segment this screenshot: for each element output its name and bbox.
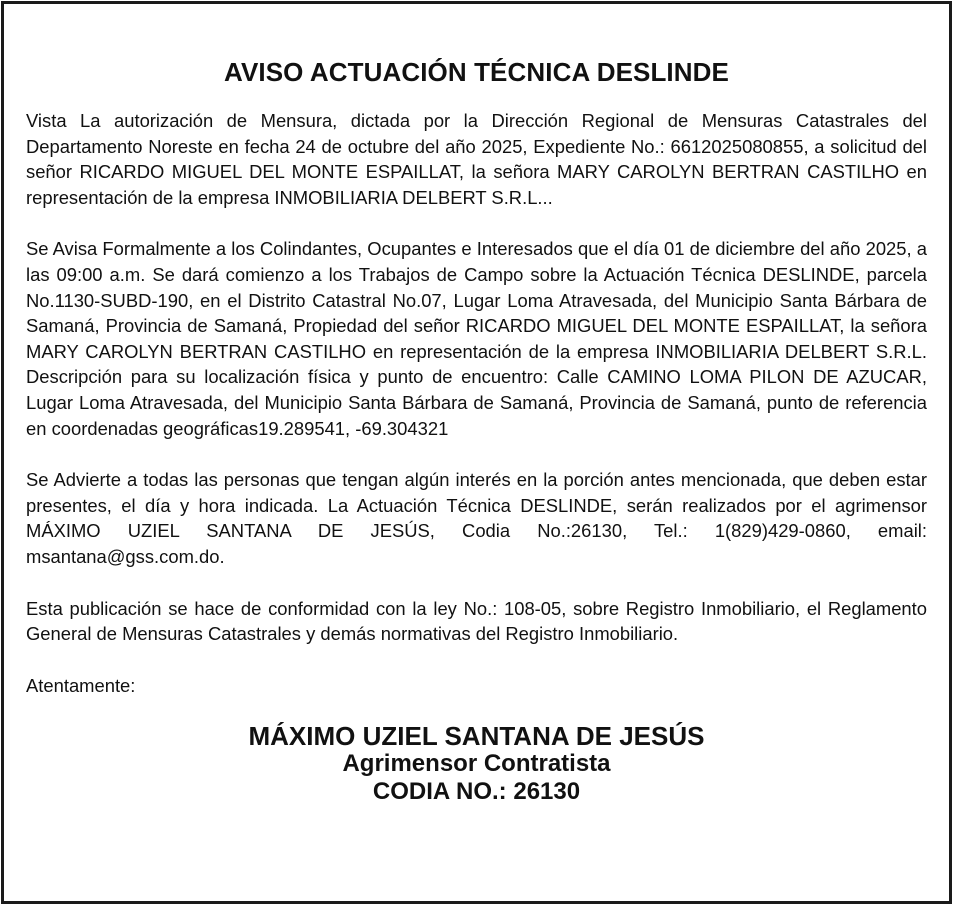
- signature-role: Agrimensor Contratista: [342, 750, 611, 778]
- paragraph-formal-notice: Se Avisa Formalmente a los Colindantes, Ocupantes e Interesados que el día 01 de diciembre del año 2025, a las 09:00 a.m. Se dará comienzo a los Trabajos de Campo sobre la Actuación Técnica DESLINDE, parcela No.1130-SUBD-190, en el Distrito Catastral No.07, Lugar Loma Atravesada, del Municipio Santa Bárbara de Samaná, Provincia de Samaná, Propiedad del señor RICARDO MIGUEL DEL MONTE ESPAILLAT, la señora MARY CAROLYN BERTRAN CASTILHO en representación de la empresa INMOBILIARIA DELBERT S.R.L. Descripción para su localización física y punto de encuentro: Calle CAMINO LOMA PILON DE AZUCAR, Lugar Loma Atravesada, del Municipio Santa Bárbara de Samaná, Provincia de Samaná, punto de referencia en coordenadas geográficas19.289541, -69.304321: [26, 238, 927, 439]
- notice-content: [26, 56, 927, 806]
- paragraph-legal-basis: Esta publicación se hace de conformidad con la ley No.: 108-05, sobre Registro Inmobiliario, el Reglamento General de Mensuras Catastrales y demás normativas del Registro Inmobiliario.: [26, 597, 927, 645]
- signature-name: MÁXIMO UZIEL SANTANA DE JESÚS: [248, 721, 705, 752]
- notice-frame: [1, 1, 952, 904]
- paragraph-authorization: Vista La autorización de Mensura, dictada por la Dirección Regional de Mensuras Catastrales del Departamento Noreste en fecha 24 de octubre del año 2025, Expediente No.: 6612025080855, a solicitud del señor RICARDO MIGUEL DEL MONTE ESPAILLAT, la señora MARY CAROLYN BERTRAN CASTILHO en representación de la empresa INMOBILIARIA DELBERT S.R.L...: [26, 110, 927, 208]
- signature-codia: CODIA NO.: 26130: [372, 778, 581, 806]
- closing-line: Atentamente:: [26, 674, 136, 696]
- signature-block: [26, 722, 927, 806]
- notice-title: AVISO ACTUACIÓN TÉCNICA DESLINDE: [224, 57, 729, 87]
- paragraph-warning: Se Advierte a todas las personas que tengan algún interés en la porción antes mencionada, que deben estar presentes, el día y hora indicada. La Actuación Técnica DESLINDE, serán realizados por el agrimensor MÁXIMO UZIEL SANTANA DE JESÚS, Codia No.:26130, Tel.: 1(829)429-0860, email: msantana@gss.com.do.: [26, 469, 927, 567]
